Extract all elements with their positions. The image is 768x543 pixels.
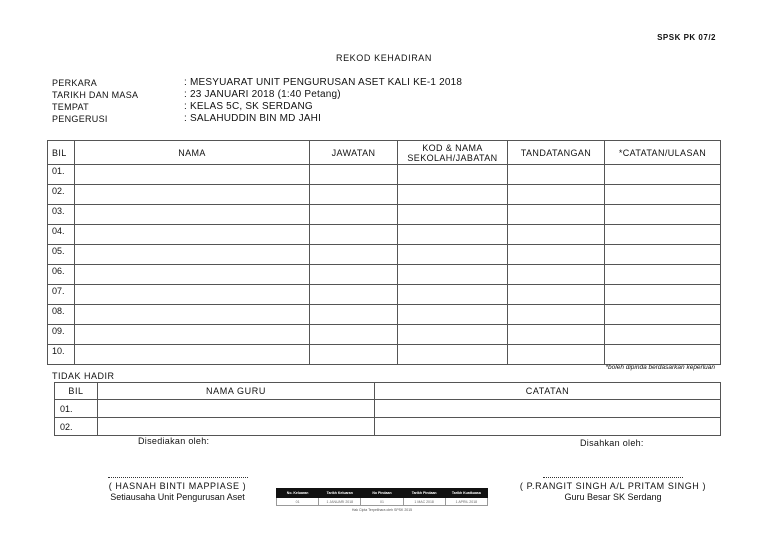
col-catatan: *CATATAN/ULASAN [605,141,721,165]
control-header-row [277,489,488,498]
absent-row [55,400,721,418]
position-cell[interactable] [310,325,398,345]
position-cell[interactable] [310,185,398,205]
meta-label: TARIKH DAN MASA [52,90,139,100]
remarks-cell[interactable] [605,285,721,305]
name-cell[interactable] [75,305,310,325]
meta-value: : KELAS 5C, SK SERDANG [184,101,313,112]
attendance-row [48,305,721,325]
absent-col-bil: BIL [55,383,98,400]
absent-col-nama: NAMA GURU [98,383,375,400]
row-number: 06. [48,265,75,285]
attendance-row [48,285,721,305]
signature-line [108,477,248,478]
row-number: 10. [48,345,75,365]
school-code-cell[interactable] [398,305,508,325]
row-number: 08. [48,305,75,325]
approved-by-label: Disahkan oleh: [580,438,644,448]
absent-table [54,382,721,436]
school-code-cell[interactable] [398,205,508,225]
col-nama: NAMA [75,141,310,165]
position-cell[interactable] [310,285,398,305]
row-number: 01. [48,165,75,185]
signature-cell[interactable] [508,345,605,365]
attendance-header-row [48,141,721,165]
absent-name-cell[interactable] [98,418,375,436]
name-cell[interactable] [75,185,310,205]
col-kod-line1: KOD & NAMA [422,142,483,153]
meta-label: PERKARA [52,78,98,88]
control-header: Tarikh Keluaran [319,489,361,498]
absent-remarks-cell[interactable] [375,400,721,418]
signature-cell[interactable] [508,285,605,305]
attendance-row [48,245,721,265]
meta-value: : MESYUARAT UNIT PENGURUSAN ASET KALI KE-1 2018 [184,77,463,88]
meta-value: : 23 JANUARI 2018 (1:40 Petang) [184,89,341,100]
remarks-cell[interactable] [605,165,721,185]
meta-row-tarikh [52,89,462,101]
name-cell[interactable] [75,265,310,285]
amendment-note: *boleh dipinda berdasarkan keperluan [605,364,715,371]
col-bil: BIL [48,141,75,165]
position-cell[interactable] [310,205,398,225]
signature-line [543,477,683,478]
school-code-cell[interactable] [398,245,508,265]
name-cell[interactable] [75,165,310,185]
signature-cell[interactable] [508,245,605,265]
name-cell[interactable] [75,285,310,305]
absent-header-row [55,383,721,400]
position-cell[interactable] [310,245,398,265]
document-title: REKOD KEHADIRAN [335,53,433,63]
row-number: 02. [48,185,75,205]
meta-row-perkara [52,77,462,89]
col-kod-line2: SEKOLAH/JABATAN [407,152,498,163]
absent-name-cell[interactable] [98,400,375,418]
control-value-row [277,498,488,506]
remarks-cell[interactable] [605,305,721,325]
col-tandatangan: TANDATANGAN [508,141,605,165]
school-code-cell[interactable] [398,225,508,245]
signature-cell[interactable] [508,225,605,245]
school-code-cell[interactable] [398,325,508,345]
control-header: No Pindaan [361,489,403,498]
absent-title: TIDAK HADIR [52,371,115,381]
remarks-cell[interactable] [605,245,721,265]
remarks-cell[interactable] [605,265,721,285]
attendance-row [48,205,721,225]
row-number: 07. [48,285,75,305]
absent-row [55,418,721,436]
document-code: SPSK PK 07/2 [657,33,716,42]
signature-block-left [95,477,260,503]
absent-row-number: 02. [55,418,98,436]
position-cell[interactable] [310,225,398,245]
absent-col-catatan: CATATAN [375,383,721,400]
control-value: 01 [277,498,319,506]
signatory-name: ( HASNAH BINTI MAPPIASE ) [108,481,247,491]
name-cell[interactable] [75,205,310,225]
attendance-table [47,140,721,365]
control-header: No. Keluaran [277,489,319,498]
signature-block-right [515,477,711,503]
school-code-cell[interactable] [398,345,508,365]
name-cell[interactable] [75,245,310,265]
attendance-row [48,185,721,205]
copyright-caption: Hak Cipta Terpelihara oleh SPSK 2015 [351,508,413,512]
attendance-row [48,345,721,365]
control-value: 1 MAC 2018 [403,498,445,506]
attendance-row [48,165,721,185]
meta-label: PENGERUSI [52,114,108,124]
prepared-by-label: Disediakan oleh: [138,436,210,446]
school-code-cell[interactable] [398,265,508,285]
signature-cell[interactable] [508,205,605,225]
control-header: Tarikh Pindaan [403,489,445,498]
control-header: Tarikh Kuatkuasa [445,489,487,498]
meta-row-tempat [52,101,462,113]
remarks-cell[interactable] [605,345,721,365]
remarks-cell[interactable] [605,185,721,205]
absent-remarks-cell[interactable] [375,418,721,436]
attendance-row [48,265,721,285]
absent-row-number: 01. [55,400,98,418]
signatory-name: ( P.RANGIT SINGH A/L PRITAM SINGH ) [519,481,707,491]
signature-cell[interactable] [508,305,605,325]
row-number: 03. [48,205,75,225]
meeting-details [52,77,462,125]
position-cell[interactable] [310,345,398,365]
signature-cell[interactable] [508,325,605,345]
remarks-cell[interactable] [605,325,721,345]
name-cell[interactable] [75,225,310,245]
remarks-cell[interactable] [605,205,721,225]
remarks-cell[interactable] [605,225,721,245]
signature-cell[interactable] [508,185,605,205]
school-code-cell[interactable] [398,185,508,205]
row-number: 09. [48,325,75,345]
attendance-row [48,325,721,345]
control-value: 01 [361,498,403,506]
meta-row-pengerusi [52,113,462,125]
col-jawatan: JAWATAN [310,141,398,165]
signatory-role: Setiausaha Unit Pengurusan Aset [110,492,245,502]
col-kod-sekolah [398,141,508,165]
signatory-role: Guru Besar SK Serdang [564,492,662,502]
position-cell[interactable] [310,165,398,185]
name-cell[interactable] [75,325,310,345]
attendance-row [48,225,721,245]
control-value: 1 JANUARI 2018 [319,498,361,506]
control-value: 1 APRIL 2018 [445,498,487,506]
signature-cell[interactable] [508,165,605,185]
position-cell[interactable] [310,265,398,285]
meta-value: : SALAHUDDIN BIN MD JAHI [184,113,322,124]
document-control-table [276,488,488,512]
row-number: 05. [48,245,75,265]
position-cell[interactable] [310,305,398,325]
row-number: 04. [48,225,75,245]
meta-label: TEMPAT [52,102,89,112]
school-code-cell[interactable] [398,285,508,305]
school-code-cell[interactable] [398,165,508,185]
signature-cell[interactable] [508,265,605,285]
name-cell[interactable] [75,345,310,365]
